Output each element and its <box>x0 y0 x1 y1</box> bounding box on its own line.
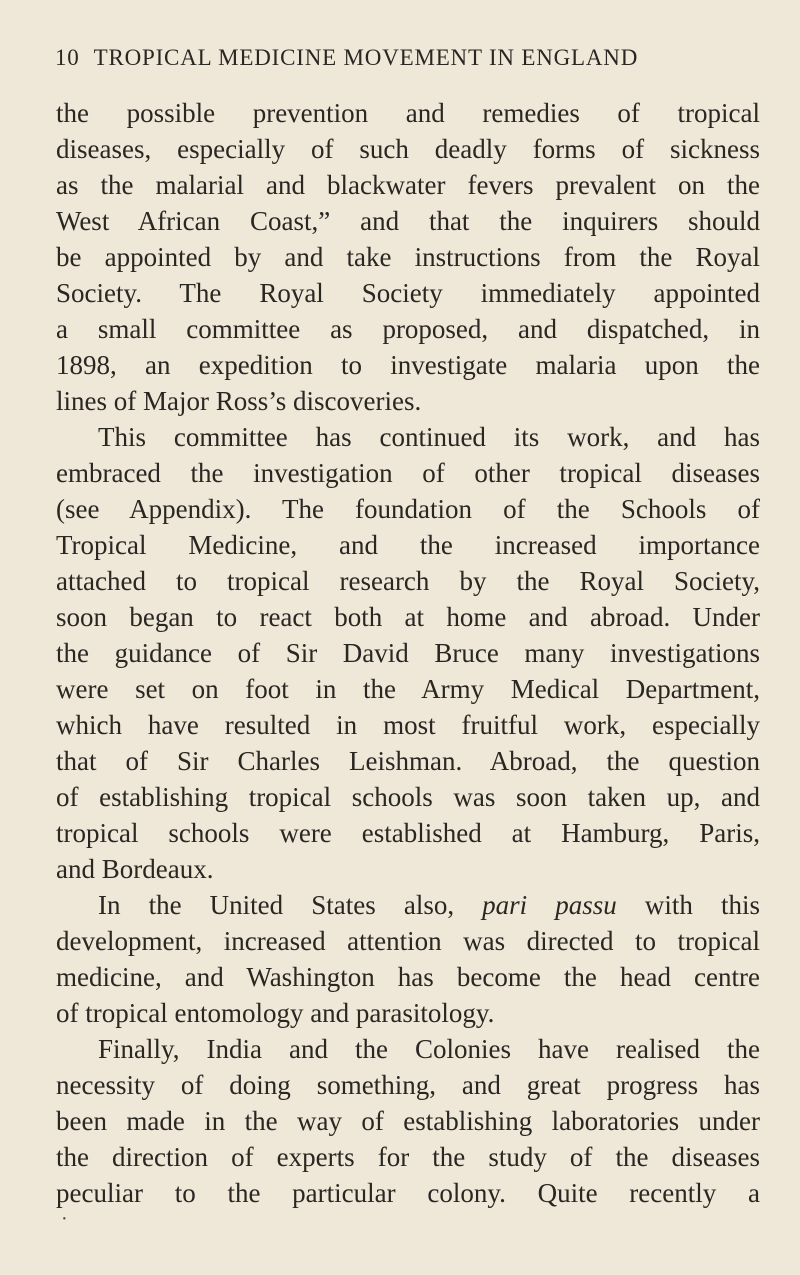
text-line: a small committee as proposed, and dispatched, in <box>56 314 760 344</box>
page-number: 10 <box>55 45 80 70</box>
line-segment: In the United States also, <box>98 890 483 920</box>
margin-speck: · <box>61 1208 68 1230</box>
text-line: been made in the way of establishing laboratories under <box>56 1106 760 1136</box>
paragraph-start-line: This committee has continued its work, and has <box>98 422 760 452</box>
paragraph-start-line <box>98 887 760 923</box>
paragraph-start-line: Finally, India and the Colonies have realised the <box>98 1034 760 1064</box>
text-line: the direction of experts for the study of the diseases <box>56 1142 760 1172</box>
running-title: TROPICAL MEDICINE MOVEMENT IN ENGLAND <box>93 45 639 70</box>
text-line: peculiar to the particular colony. Quite recently a <box>56 1178 760 1208</box>
text-line: embraced the investigation of other tropical diseases <box>56 458 760 488</box>
text-line: necessity of doing something, and great progress has <box>56 1070 760 1100</box>
line-segment: with this <box>616 890 760 920</box>
text-line: tropical schools were established at Hamburg, Paris, <box>56 818 760 848</box>
text-line: diseases, especially of such deadly forms of sickness <box>56 134 760 164</box>
text-line: Tropical Medicine, and the increased importance <box>56 530 760 560</box>
text-line: be appointed by and take instructions from the Royal <box>56 242 760 272</box>
text-line: the possible prevention and remedies of tropical <box>56 98 760 128</box>
text-line: of establishing tropical schools was soon taken up, and <box>56 782 760 812</box>
text-line: which have resulted in most fruitful work, especially <box>56 710 760 740</box>
text-line: were set on foot in the Army Medical Department, <box>56 674 760 704</box>
text-line: soon began to react both at home and abroad. Under <box>56 602 760 632</box>
text-line: West African Coast,” and that the inquirers should <box>56 206 760 236</box>
text-line: development, increased attention was directed to tropical <box>56 926 760 956</box>
text-line: Society. The Royal Society immediately appointed <box>56 278 760 308</box>
text-line: and Bordeaux. <box>56 854 214 884</box>
running-header <box>55 45 755 71</box>
text-line: the guidance of Sir David Bruce many investigations <box>56 638 760 668</box>
text-line: 1898, an expedition to investigate malaria upon the <box>56 350 760 380</box>
text-line: (see Appendix). The foundation of the Schools of <box>56 494 760 524</box>
text-line: that of Sir Charles Leishman. Abroad, the question <box>56 746 760 776</box>
italic-phrase: pari passu <box>482 890 617 920</box>
text-line: of tropical entomology and parasitology. <box>56 998 495 1028</box>
text-line: lines of Major Ross’s discoveries. <box>56 386 422 416</box>
text-line: medicine, and Washington has become the head centre <box>56 962 760 992</box>
text-line: as the malarial and blackwater fevers prevalent on the <box>56 170 760 200</box>
text-line: attached to tropical research by the Royal Society, <box>56 566 760 596</box>
